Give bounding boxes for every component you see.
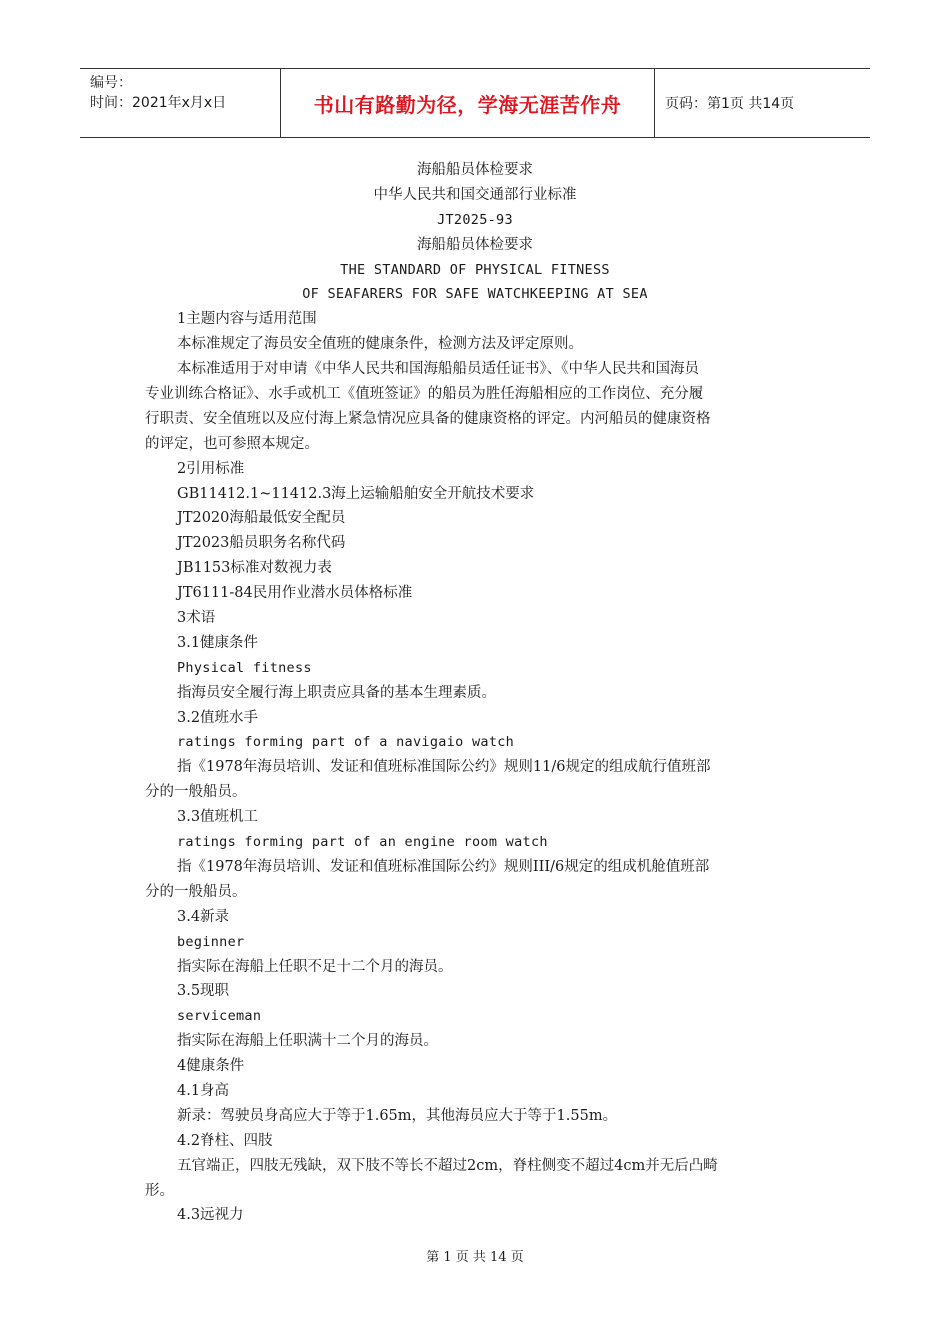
- term-definition-continuation: 分的一般船员。: [145, 883, 247, 900]
- term-english: serviceman: [177, 1008, 262, 1025]
- reference-item: JT2020海船最低安全配员: [177, 510, 346, 527]
- standard-issuer: 中华人民共和国交通部行业标准: [373, 186, 577, 203]
- section-heading: 4健康条件: [177, 1058, 245, 1075]
- paragraph-continuation: 专业训练合格证》、水手或机工《值班签证》的船员为胜任海船相应的工作岗位、充分履: [145, 386, 704, 403]
- paragraph: 五官端正，四肢无残缺，双下肢不等长不超过2cm，脊柱侧变不超过4cm并无后凸畸: [177, 1157, 718, 1174]
- reference-item: GB11412.1~11412.3海上运输船舶安全开航技术要求: [177, 485, 535, 502]
- reference-item: JT6111-84民用作业潜水员体格标准: [177, 585, 413, 602]
- term-definition: 指《1978年海员培训、发证和值班标准国际公约》规则11/6规定的组成航行值班部: [177, 759, 711, 776]
- term-heading: 3.1健康条件: [177, 634, 259, 651]
- subsection-heading: 4.3远视力: [177, 1207, 244, 1224]
- section-heading: 3术语: [177, 610, 216, 627]
- term-definition: 指实际在海船上任职不足十二个月的海员。: [177, 958, 453, 975]
- term-english: ratings forming part of a navigaio watch: [177, 734, 515, 751]
- term-english: beginner: [177, 933, 245, 950]
- header-page-number: 页码：第1页 共14页: [665, 96, 795, 112]
- term-definition: 指实际在海船上任职满十二个月的海员。: [177, 1033, 438, 1050]
- term-definition: 指海员安全履行海上职责应具备的基本生理素质。: [177, 684, 496, 701]
- document-number-label: 编号：: [90, 75, 132, 91]
- term-heading: 3.5现职: [177, 983, 230, 1000]
- section-heading: 1主题内容与适用范围: [177, 311, 317, 328]
- subsection-heading: 4.2脊柱、四肢: [177, 1132, 273, 1149]
- reference-item: JT2023船员职务名称代码: [177, 535, 346, 552]
- term-heading: 3.2值班水手: [177, 709, 259, 726]
- subsection-heading: 4.1身高: [177, 1082, 230, 1099]
- term-english: ratings forming part of an engine room watch: [177, 834, 548, 851]
- term-definition: 指《1978年海员培训、发证和值班标准国际公约》规则III/6规定的组成机舱值班部: [177, 858, 710, 875]
- term-definition-continuation: 分的一般船员。: [145, 784, 247, 801]
- standard-title: 海船船员体检要求: [417, 236, 533, 253]
- english-title-line-1: THE STANDARD OF PHYSICAL FITNESS: [340, 261, 610, 278]
- term-heading: 3.3值班机工: [177, 809, 259, 826]
- header-meta: [80, 69, 281, 137]
- document-date-label: 时间：2021年x月x日: [90, 95, 227, 111]
- term-heading: 3.4新录: [177, 908, 230, 925]
- standard-code: JT2025-93: [437, 211, 513, 228]
- paragraph: 新录：驾驶员身高应大于等于1.65m，其他海员应大于等于1.55m。: [177, 1107, 618, 1124]
- doc-title: 海船船员体检要求: [417, 162, 533, 178]
- page-header: [80, 68, 870, 138]
- paragraph-continuation: 的评定，也可参照本规定。: [145, 435, 319, 452]
- reference-item: JB1153标准对数视力表: [177, 560, 332, 577]
- term-english: Physical fitness: [177, 659, 312, 676]
- document-body: [145, 158, 805, 1228]
- paragraph-continuation: 行职责、安全值班以及应付海上紧急情况应具备的健康资格的评定。内河船员的健康资格: [145, 410, 711, 427]
- paragraph: 本标准规定了海员安全值班的健康条件，检测方法及评定原则。: [177, 336, 583, 353]
- paragraph-continuation: 形。: [145, 1182, 174, 1199]
- english-title-line-2: OF SEAFARERS FOR SAFE WATCHKEEPING AT SEA: [302, 286, 648, 303]
- page-footer: 第 1 页 共 14 页: [426, 1250, 524, 1265]
- section-heading: 2引用标准: [177, 460, 245, 477]
- header-motto: 书山有路勤为径，学海无涯苦作舟: [281, 69, 655, 137]
- paragraph: 本标准适用于对申请《中华人民共和国海船船员适任证书》、《中华人民共和国海员: [177, 361, 699, 378]
